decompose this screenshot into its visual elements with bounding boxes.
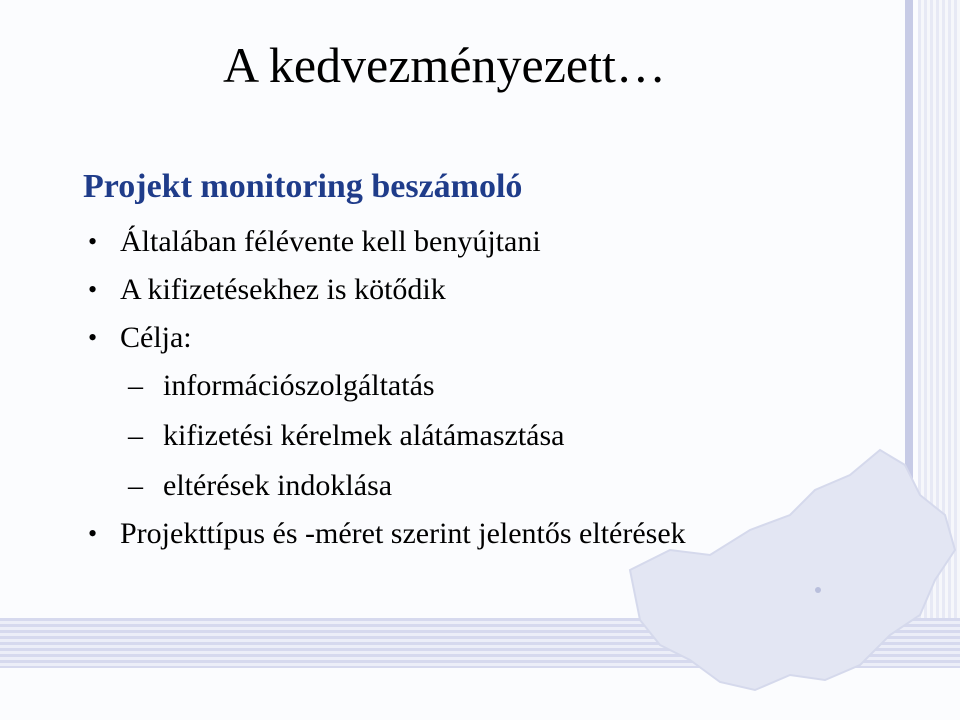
sub-item-dash: – bbox=[128, 419, 143, 452]
bullet-item: Célja: bbox=[120, 321, 192, 354]
bullet-marker: • bbox=[88, 227, 98, 256]
sub-item: kifizetési kérelmek alátámasztása bbox=[163, 419, 565, 452]
map-silhouette-icon bbox=[560, 420, 960, 710]
sub-item-dash: – bbox=[128, 469, 143, 502]
slide-title: A kedvezményezett… bbox=[223, 37, 666, 93]
bullet-item: A kifizetésekhez is kötődik bbox=[120, 273, 446, 306]
bullet-marker: • bbox=[88, 323, 98, 352]
section-heading: Projekt monitoring beszámoló bbox=[83, 168, 523, 205]
bullet-marker: • bbox=[88, 275, 98, 304]
bullet-marker: • bbox=[88, 519, 98, 548]
bullet-item: Általában félévente kell benyújtani bbox=[120, 225, 541, 258]
bullet-item: Projekttípus és -méret szerint jelentős eltérések bbox=[120, 517, 686, 550]
sub-item: információszolgáltatás bbox=[163, 369, 435, 402]
sub-item-dash: – bbox=[128, 369, 143, 402]
sub-item: eltérések indoklása bbox=[163, 469, 393, 502]
